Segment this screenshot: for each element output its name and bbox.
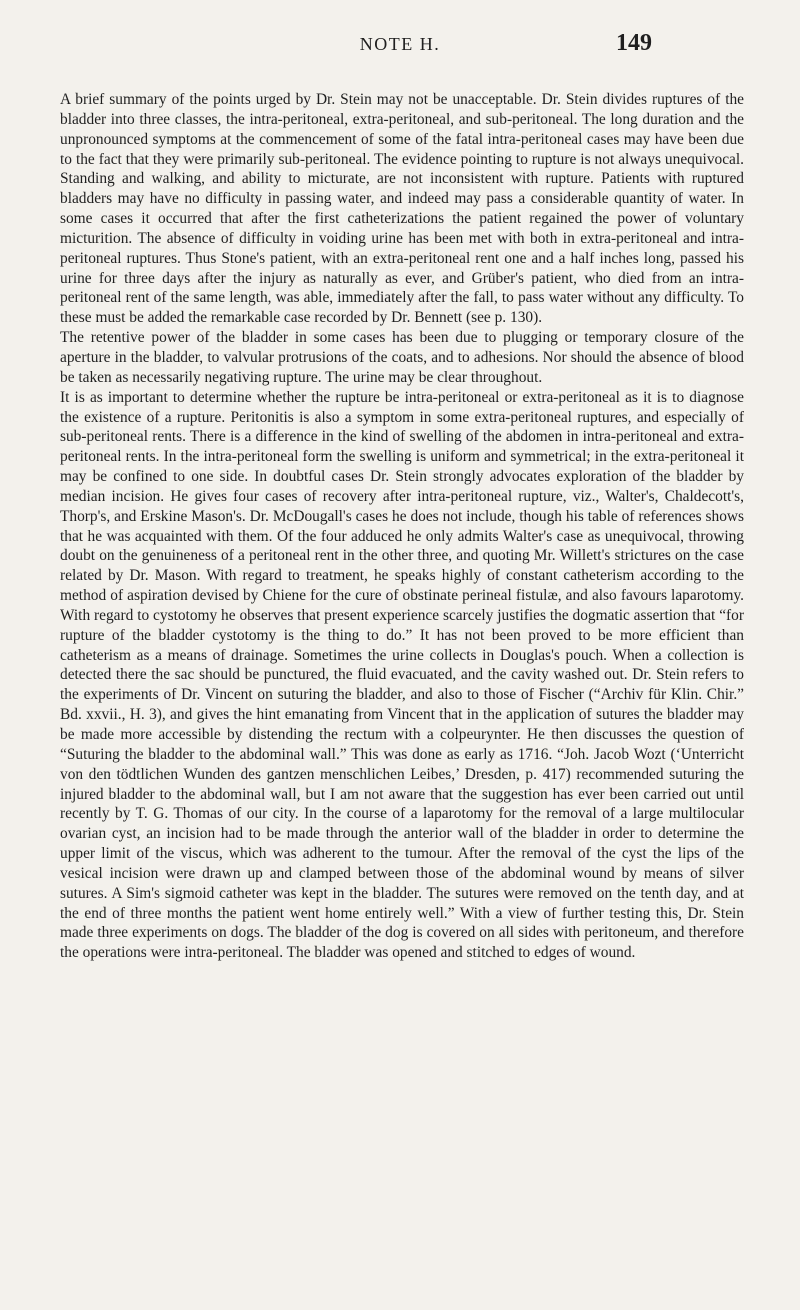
body-text [60, 90, 744, 963]
page-number: 149 [616, 30, 652, 56]
paragraph: A brief summary of the points urged by Dr. Stein may not be unacceptable. Dr. Stein divides ruptures of the bladder into three classes, the intra-peritoneal, extra-peritoneal, and sub-peritoneal. The long duration and the unpronounced symptoms at the commencement of some of the fatal intra-peritoneal cases may have been due to the fact that they were primarily sub-peritoneal. The evidence pointing to rupture is not always unequivocal. Standing and walking, and ability to micturate, are not inconsistent with rupture. Patients with ruptured bladders may have no difficulty in passing water, and indeed may pass a considerable quantity of water. In some cases it occurred that after the first catheterizations the patient regained the power of voluntary micturition. The absence of difficulty in voiding urine has been met with both in extra-peritoneal and intra-peritoneal ruptures. Thus Stone's patient, with an extra-peritoneal rent one and a half inches long, passed his urine for three days after the injury as naturally as ever, and Grüber's patient, who died from an intra-peritoneal rent of the same length, was able, immediately after the fall, to pass water without any difficulty. To these must be added the remarkable case recorded by Dr. Bennett (see p. 130). [60, 91, 744, 327]
paragraph: It is as important to determine whether the rupture be intra-peritoneal or extra-peritoneal as it is to diagnose the existence of a rupture. Peritonitis is also a symptom in some extra-peritoneal ruptures, and especially of sub-peritoneal rents. There is a difference in the kind of swelling of the abdomen in intra-peritoneal and extra-peritoneal rents. In the intra-peritoneal form the swelling is uniform and symmetrical; in the extra-peritoneal it may be confined to one side. In doubtful cases Dr. Stein strongly advocates exploration of the bladder by median incision. He gives four cases of recovery after intra-peritoneal rupture, viz., Walter's, Chaldecott's, Thorp's, and Erskine Mason's. Dr. McDougall's cases he does not include, though his table of references shows that he was acquainted with them. Of the four adduced he only admits Walter's case as unequivocal, throwing doubt on the genuineness of a peritoneal rent in the other three, and quoting Mr. Willett's strictures on the case related by Dr. Mason. With regard to treatment, he speaks highly of constant catheterism according to the method of aspiration devised by Chiene for the cure of obstinate perineal fistulæ, and also favours laparotomy. With regard to cystotomy he observes that present experience scarcely justifies the dogmatic assertion that “for rupture of the bladder cystotomy is the thing to do.” It has not been proved to be more efficient than catheterism as a means of drainage. Sometimes the urine collects in Douglas's pouch. When a collection is detected there the sac should be punctured, the fluid evacuated, and the cavity washed out. Dr. Stein refers to the experiments of Dr. Vincent on suturing the bladder, and also to those of Fischer (“Archiv für Klin. Chir.” Bd. xxvii., H. 3), and gives the hint emanating from Vincent that in the application of sutures the bladder may be made more accessible by distending the rectum with a colpeurynter. He then discusses the question of “Suturing the bladder to the abdominal wall.” This was done as early as 1716. “Joh. Jacob Wozt (‘Unterricht von den tödtlichen Wunden des gantzen menschlichen Leibes,’ Dresden, p. 417) recommended suturing the injured bladder to the abdominal wall, but I am not aware that the suggestion has ever been carried out until recently by T. G. Thomas of our city. In the course of a laparotomy for the removal of a large multilocular ovarian cyst, an incision had to be made through the anterior wall of the bladder in order to determine the upper limit of the viscus, which was adherent to the tumour. After the removal of the cyst the lips of the vesical incision were drawn up and clamped between those of the abdominal wound by means of silver sutures. A Sim's sigmoid catheter was kept in the bladder. The sutures were removed on the tenth day, and at the end of three months the patient went home entirely well.” With a view of further testing this, Dr. Stein made three experiments on dogs. The bladder of the dog is covered on all sides with peritoneum, and therefore the operations were intra-peritoneal. The bladder was opened and stitched to edges of wound. [60, 388, 744, 962]
page-header [0, 30, 800, 60]
paragraph: The retentive power of the bladder in some cases has been due to plugging or temporary closure of the aperture in the bladder, to valvular protrusions of the coats, and to adhesions. Nor should the absence of blood be taken as necessarily negativing rupture. The urine may be clear throughout. [60, 329, 744, 386]
running-title: NOTE H. [359, 34, 441, 54]
